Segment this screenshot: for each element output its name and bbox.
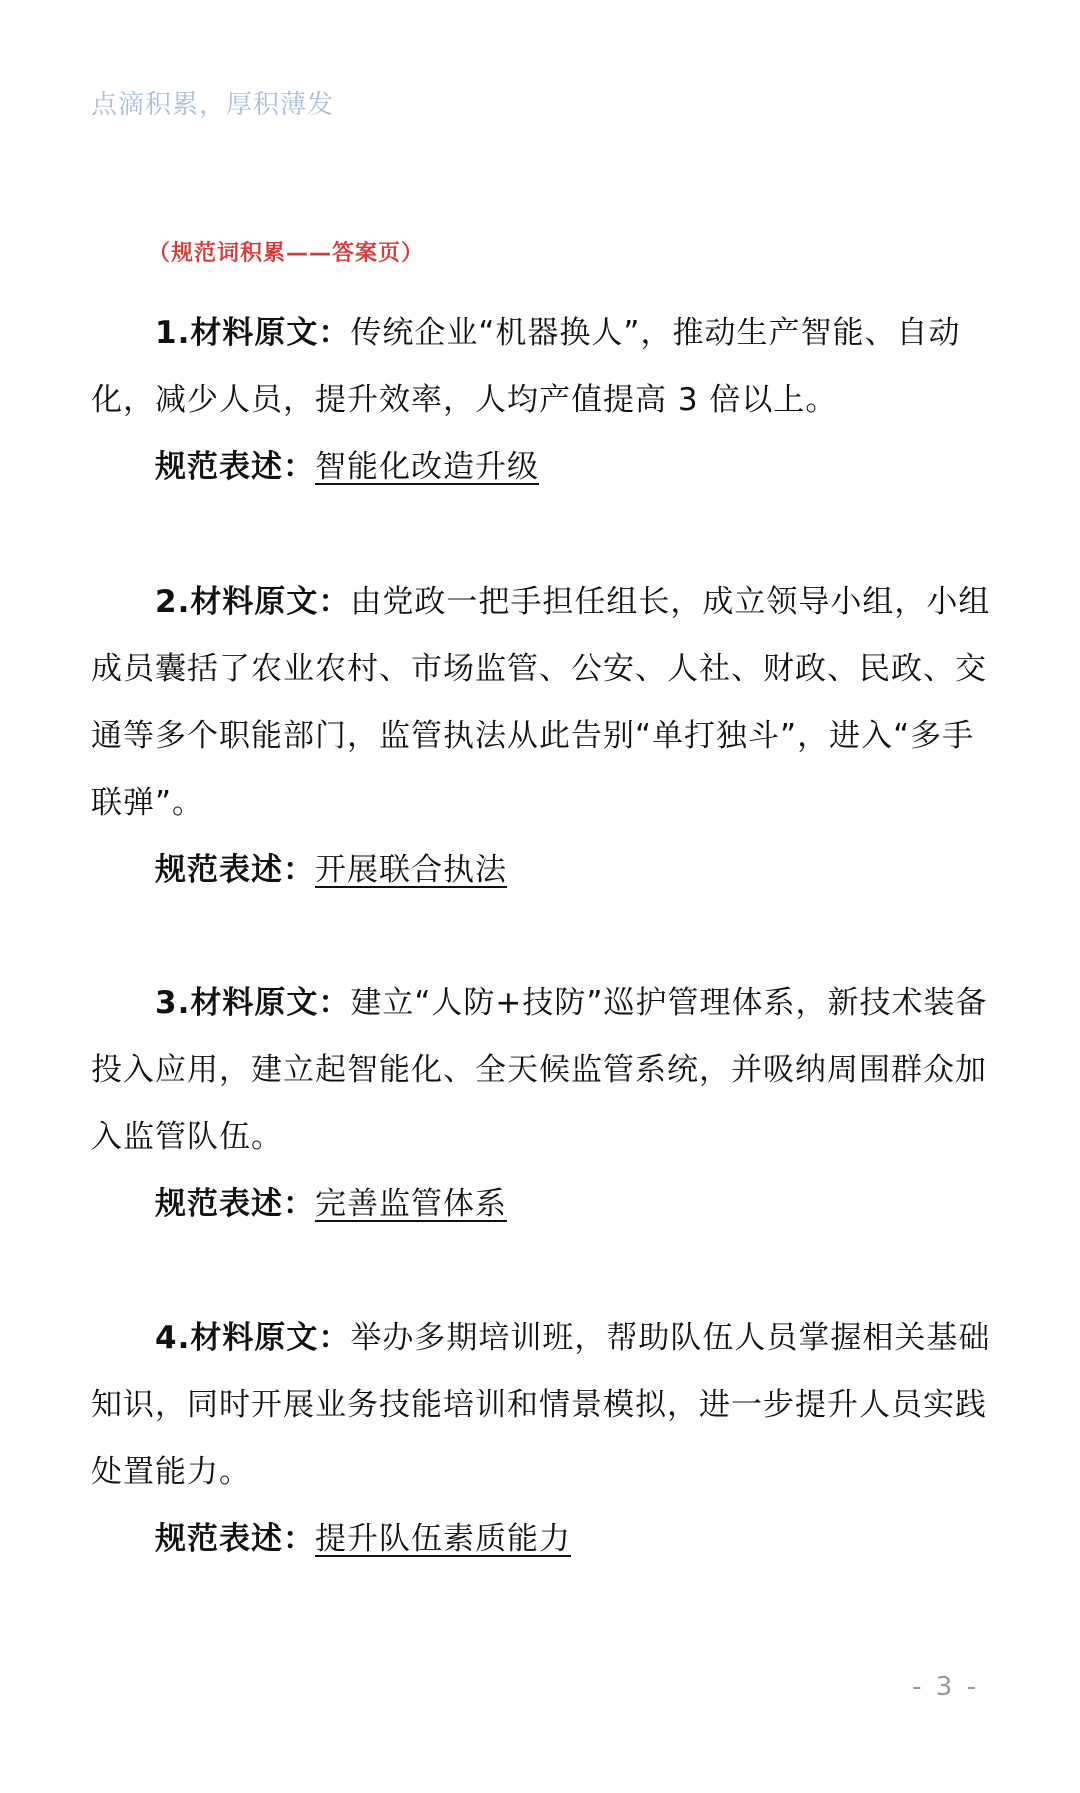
source-paragraph xyxy=(91,569,991,837)
source-label: 1.材料原文： xyxy=(155,315,351,351)
standard-label: 规范表述： xyxy=(155,1521,315,1557)
entry-3 xyxy=(91,970,991,1238)
standard-expression xyxy=(91,837,991,904)
standard-expression xyxy=(91,1171,991,1238)
source-paragraph xyxy=(91,970,991,1171)
source-label: 4.材料原文： xyxy=(155,1320,351,1356)
source-label: 2.材料原文： xyxy=(155,584,351,620)
page-subtitle: （规范词积累——答案页） xyxy=(148,241,425,266)
source-label: 3.材料原文： xyxy=(155,985,351,1021)
page-number: - 3 - xyxy=(912,1672,979,1702)
entry-2 xyxy=(91,569,991,904)
source-paragraph xyxy=(91,300,991,434)
standard-answer: 提升队伍素质能力 xyxy=(315,1521,571,1557)
source-text: 建立“人防+技防”巡护管理体系，新技术装备投入应用，建立起智能化、全天候监管系统，并吸纳周围群众加入监管队伍。 xyxy=(91,985,988,1155)
entry-4 xyxy=(91,1305,991,1573)
entry-1 xyxy=(91,300,991,501)
standard-label: 规范表述： xyxy=(155,1186,315,1222)
standard-label: 规范表述： xyxy=(155,852,315,888)
header-motto: 点滴积累，厚积薄发 xyxy=(91,90,335,120)
source-text: 传统企业“机器换人”，推动生产智能、自动化，减少人员，提升效率，人均产值提高 3 倍以上。 xyxy=(91,315,961,418)
source-text: 举办多期培训班，帮助队伍人员掌握相关基础知识，同时开展业务技能培训和情景模拟，进一步提升人员实践处置能力。 xyxy=(91,1320,991,1490)
standard-answer: 完善监管体系 xyxy=(315,1186,507,1222)
standard-label: 规范表述： xyxy=(155,449,315,485)
standard-answer: 智能化改造升级 xyxy=(315,449,539,485)
standard-expression xyxy=(91,1506,991,1573)
source-text: 由党政一把手担任组长，成立领导小组，小组成员囊括了农业农村、市场监管、公安、人社、财政、民政、交通等多个职能部门，监管执法从此告别“单打独斗”，进入“多手联弹”。 xyxy=(91,584,991,821)
standard-expression xyxy=(91,434,991,501)
source-paragraph xyxy=(91,1305,991,1506)
standard-answer: 开展联合执法 xyxy=(315,852,507,888)
